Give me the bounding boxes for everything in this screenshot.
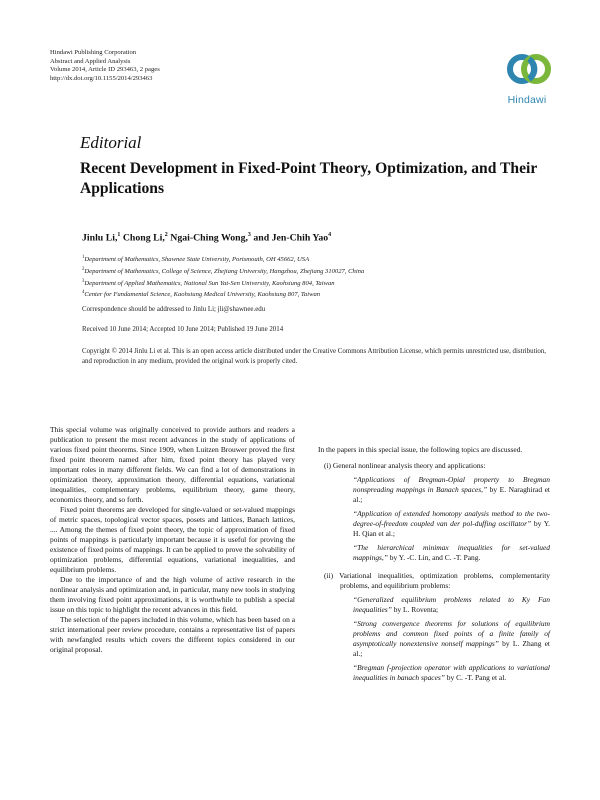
paragraph: In the papers in this special issue, the following topics are discussed. [318, 445, 523, 454]
authors [82, 232, 331, 243]
journal-info [50, 49, 160, 83]
affiliation: $^4$Center for Fundamental Science, Kaohsiung Medical University, Kaohsiung 807, Taiwan [82, 290, 321, 299]
author-sup: 3 [247, 232, 251, 238]
author-name: and Jen-Chih Yao [253, 232, 329, 244]
affiliation: $^2$Department of Mathematics, College of Science, Zhejiang University, Hangzhou, Zhejiang 310027, China [82, 266, 365, 275]
reference-item: “The hierarchical minimax inequalities for set-valued mappings,” by Y. -C. Lin, and C. -T. Pang. [353, 543, 550, 562]
publication-dates: Received 10 June 2014; Accepted 10 June 2014; Published 19 June 2014 [82, 326, 284, 333]
author-sup: 2 [164, 232, 168, 238]
page-title: Recent Development in Fixed-Point Theory, Optimization, and Their Applications [80, 160, 537, 197]
correspondence: Correspondence should be addressed to Jinlu Li; jli@shawnee.edu [82, 306, 266, 313]
logo-text: Hindawi [507, 94, 547, 106]
topic-heading: (ii) Variational inequalities, optimization problems, complementarity problems, and equilibrium problems: [324, 571, 550, 590]
paragraph: Due to the importance of and the high volume of active research in the nonlinear analysis and optimization and, in particular, many new tools in studying them involving fixed point approximations, it is worthwhile to publish a special issue on this topic to highlight the recent advances in this field. [50, 575, 295, 614]
affiliation: $^3$Department of Applied Mathematics, National Sun Yat-Sen University, Kaohsiung 804, Taiwan [82, 278, 335, 287]
copyright-notice: Copyright © 2014 Jinlu Li et al. This is an open access article distributed under the Creative Commons Attribution License, which permits unrestricted use, distribution, and reproduction in any medium, provided the original work is properly cited. [82, 348, 547, 365]
section-label: Editorial [80, 133, 142, 152]
reference-item: “Generalized equilibrium problems related to Ky Fan inequalities” by L. Roventa; [353, 595, 550, 614]
author-name: Jinlu Li, [82, 232, 118, 244]
author-sup: 4 [328, 232, 332, 238]
journal-publisher: Hindawi Publishing Corporation [50, 49, 137, 56]
paragraph: The selection of the papers included in this volume, which has been based on a strict international peer review procedure, contains a representative list of papers with newfangled results which covers the different topics considered in our original proposal. [50, 615, 295, 654]
topic-heading: (i) General nonlinear analysis theory and applications: [324, 461, 486, 470]
affiliation: $^1$Department of Mathematics, Shawnee State University, Portsmouth, OH 45662, USA [82, 255, 310, 264]
author-name: Chong Li, [122, 232, 165, 244]
body-column-left [50, 425, 295, 655]
paragraph: This special volume was originally conceived to provide authors and readers a publication to present the most recent advances in the study of applications of various fixed point theorems. Since 1909, when Luitzen Brouwer proved the first fixed point theorem named after him, fixed point theory has played very important roles in many different fields. We can find a lot of demonstrations in optimization theory, approximation theory, differential equations, variational inequalities, complementary problems, equilibrium theory, game theory, economics theory, and so forth. [50, 425, 295, 504]
reference-item: “Applications of Bregman-Opial property to Bregman nonspreading mappings in Banach spaces,” by E. Naraghirad et al.; [353, 475, 550, 504]
journal-name: Abstract and Applied Analysis [50, 57, 131, 65]
journal-doi[interactable]: http://dx.doi.org/10.1155/2014/293463 [50, 74, 153, 82]
reference-item: “Bregman f-projection operator with applications to variational inequalities in banach spaces” by C. -T. Pang et al. [353, 663, 550, 682]
reference-item: “Application of extended homotopy analysis method to the two-degree-of-freedom coupled van der pol-duffing oscillator” by Y. H. Qian et al.; [353, 509, 551, 538]
body-column-right [308, 425, 550, 683]
journal-volume: Volume 2014, Article ID 293463, 2 pages [50, 66, 160, 74]
author-name: Ngai-Ching Wong, [170, 232, 248, 244]
paragraph: Fixed point theorems are developed for single-valued or set-valued mappings of metric spaces, topological vector spaces, posets and lattices, Banach lattices, .... Among the themes of fixed point theory, the topic of approximation of fixed points of mappings is particularly important because it is useful for proving the existence of fixed points of mappings. It can be applied to prove the solvability of optimization problems, differential equations, variational inequalities, and equilibrium problems. [50, 505, 295, 574]
author-sup: 1 [117, 232, 121, 238]
reference-item: “Strong convergence theorems for solutions of equilibrium problems and common fixed points of a finite family of asymptotically nonextensive nonself mappings” by L. Zhang et al.; [353, 619, 550, 658]
affiliations [82, 253, 364, 300]
